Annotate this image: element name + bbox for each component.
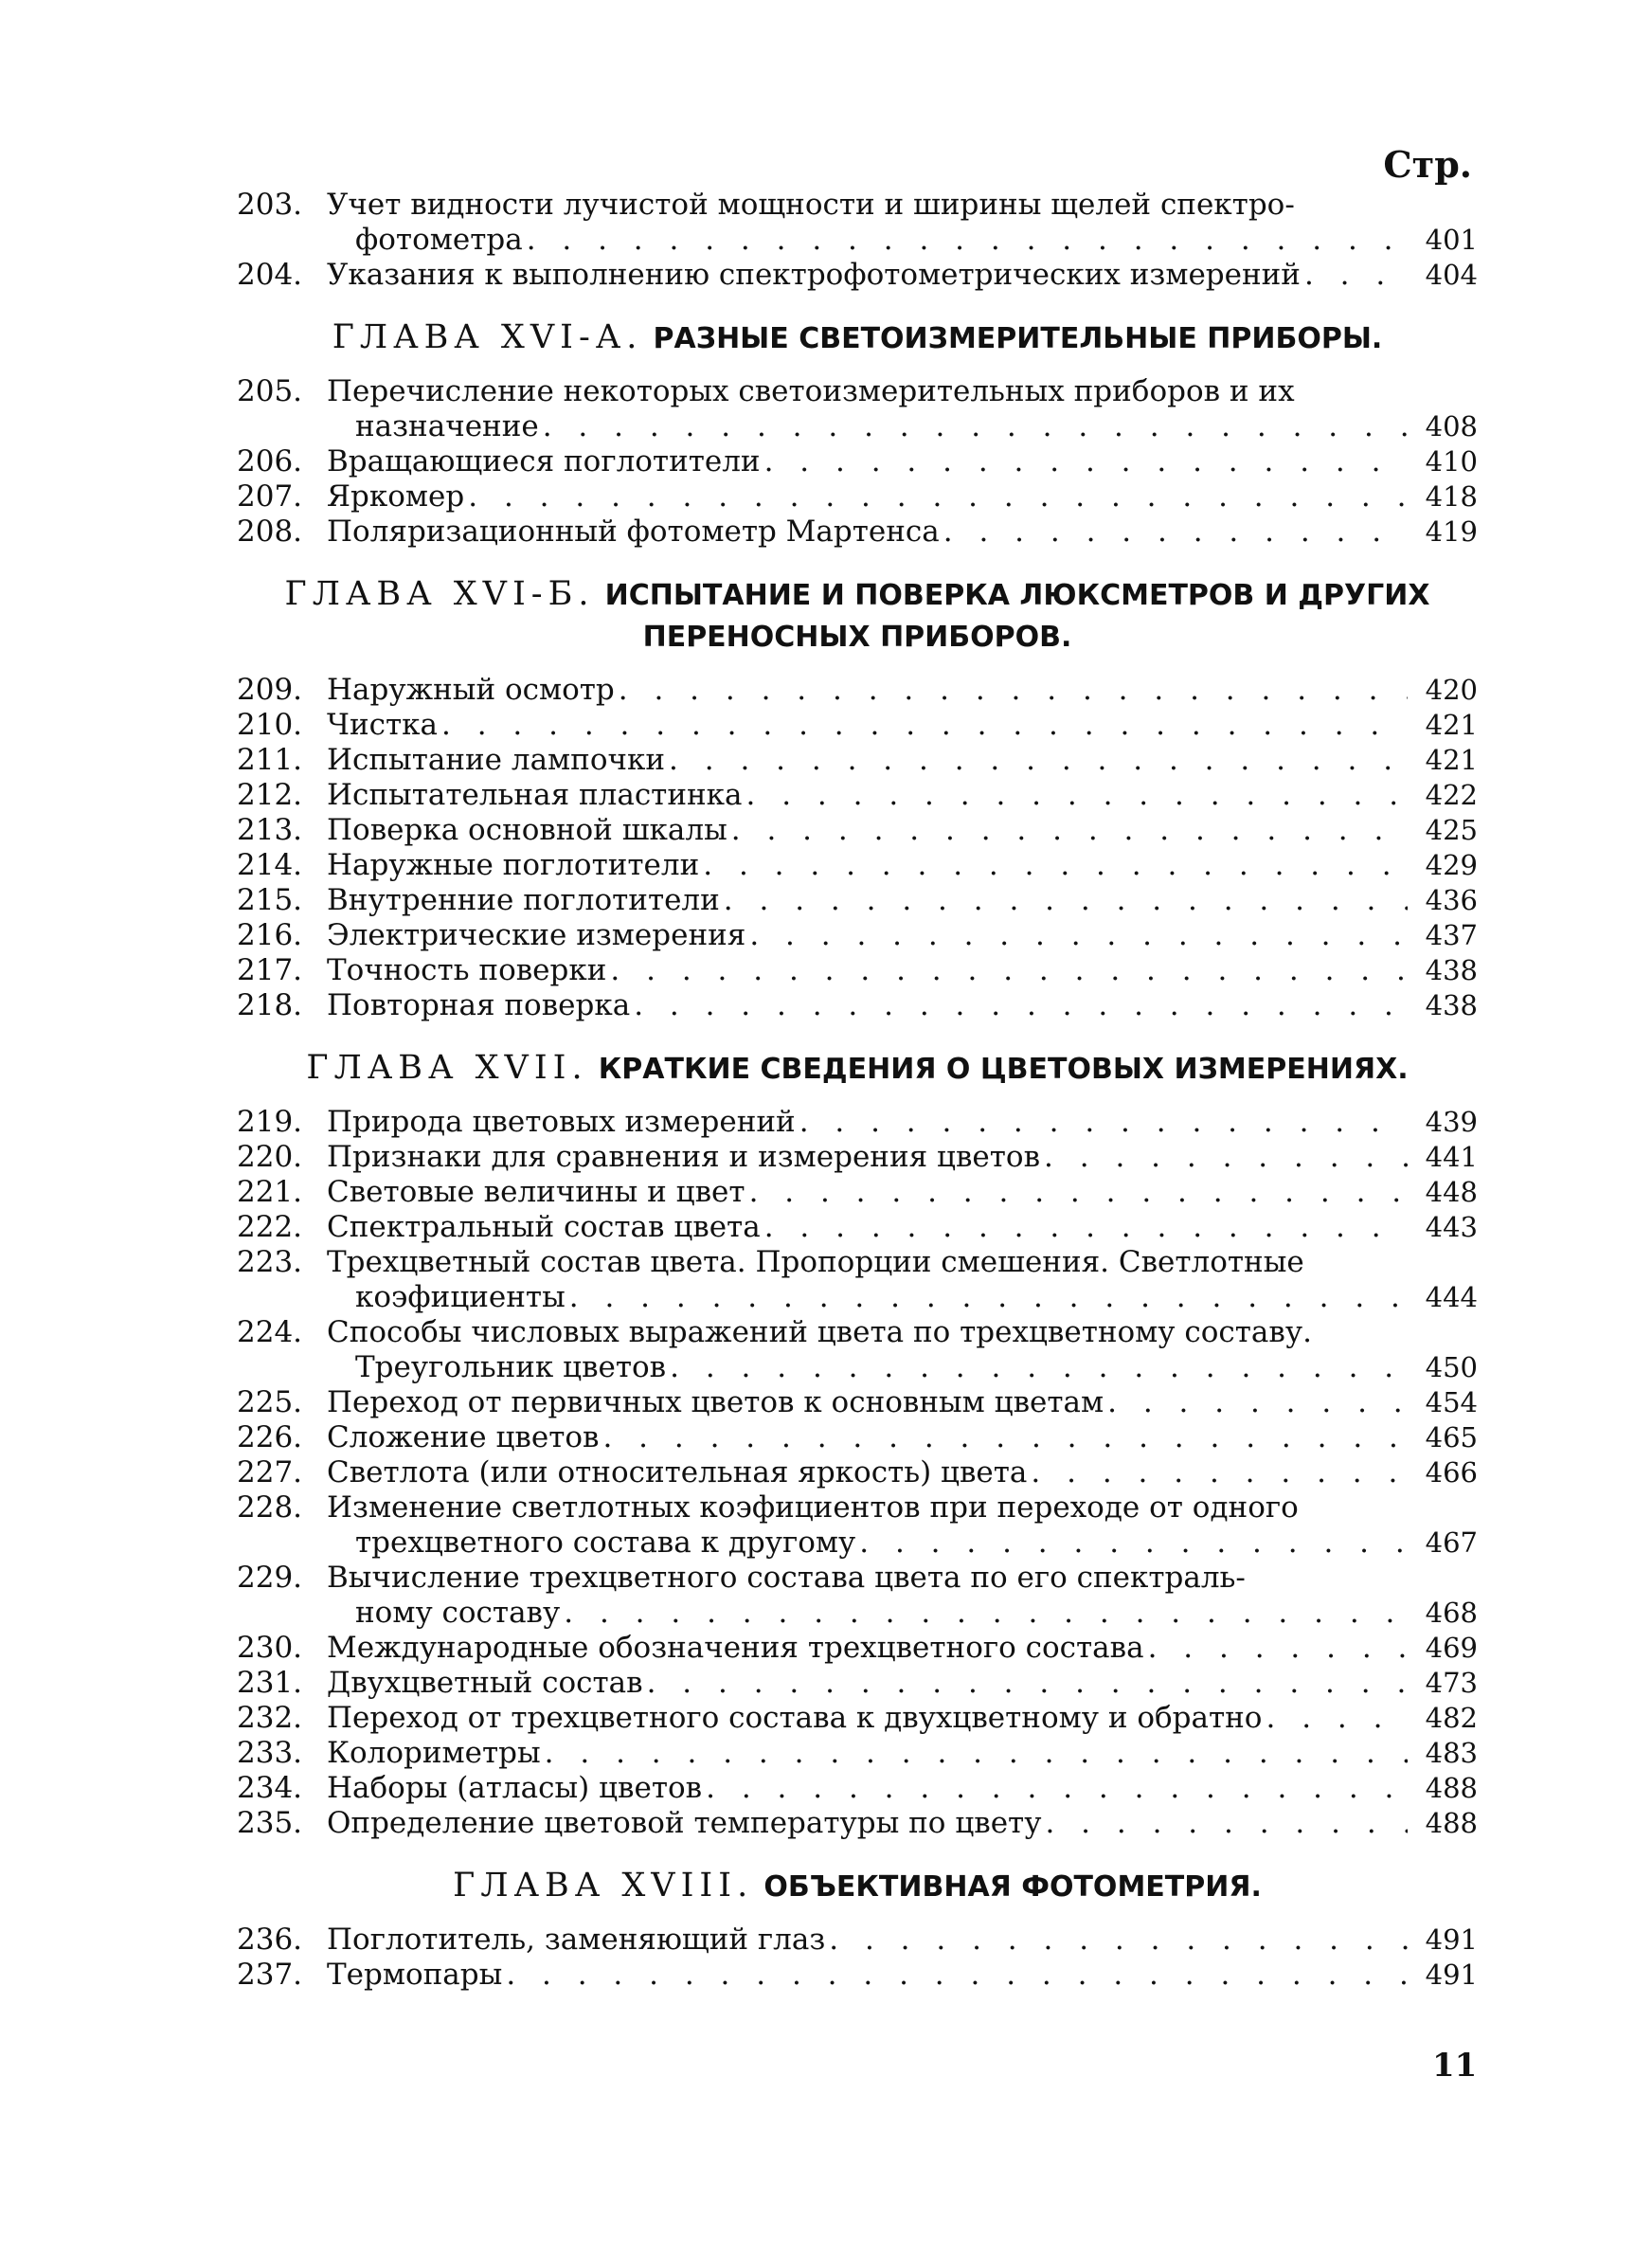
entry-number: 229. bbox=[237, 1561, 303, 1595]
entry-page: 437 bbox=[1425, 919, 1478, 951]
entry-title: Внутренние поглотители bbox=[327, 883, 720, 917]
entry-body bbox=[327, 708, 1478, 743]
entry-number: 223. bbox=[237, 1245, 303, 1279]
entry-number: 217. bbox=[237, 953, 303, 987]
entry-title: Термопары bbox=[327, 1958, 503, 1992]
entry-title: коэфициенты bbox=[355, 1280, 566, 1314]
entry-title: Наборы (атласы) цветов bbox=[327, 1771, 703, 1805]
entry-title-line bbox=[327, 1806, 1478, 1841]
page-column-header: Стр. bbox=[1383, 143, 1472, 186]
entry-body bbox=[327, 673, 1478, 708]
entry-body bbox=[327, 1923, 1478, 1958]
entry-title-line bbox=[327, 953, 1478, 988]
entry-page: 473 bbox=[1425, 1667, 1478, 1699]
dot-leader bbox=[670, 1350, 1408, 1385]
toc-section bbox=[237, 317, 1478, 550]
entry-page: 444 bbox=[1425, 1281, 1478, 1313]
chapter-heading bbox=[237, 1048, 1478, 1090]
entry-page: 439 bbox=[1425, 1106, 1478, 1138]
toc-entry bbox=[237, 1210, 1478, 1245]
entry-page: 468 bbox=[1425, 1597, 1478, 1629]
entry-page: 429 bbox=[1425, 849, 1478, 881]
dot-leader bbox=[1304, 258, 1408, 293]
entry-page: 491 bbox=[1425, 1923, 1478, 1956]
entry-title: Повторная поверка bbox=[327, 988, 631, 1022]
entry-title: Электрические измерения bbox=[327, 918, 746, 952]
entry-title: Поглотитель, заменяющий глаз bbox=[327, 1923, 826, 1957]
entry-title: Светлота (или относительная яркость) цвета bbox=[327, 1455, 1028, 1490]
entry-number: 213. bbox=[237, 813, 303, 847]
entry-title: Спектральный состав цвета bbox=[327, 1210, 761, 1244]
entry-body bbox=[327, 1701, 1478, 1736]
entry-title: Наружные поглотители bbox=[327, 848, 700, 882]
entry-number: 212. bbox=[237, 778, 303, 812]
entry-title: Международные обозначения трехцветного состава bbox=[327, 1631, 1144, 1665]
entry-title-line bbox=[327, 1771, 1478, 1806]
toc-entry bbox=[237, 1490, 1478, 1561]
toc-entry bbox=[237, 1140, 1478, 1175]
toc-entry bbox=[237, 778, 1478, 813]
entry-body bbox=[327, 1175, 1478, 1210]
entry-body bbox=[327, 813, 1478, 848]
chapter-title: ОБЪЕКТИВНАЯ ФОТОМЕТРИЯ. bbox=[763, 1870, 1262, 1904]
entry-page: 421 bbox=[1425, 709, 1478, 741]
entry-title-line bbox=[327, 1210, 1478, 1245]
entry-title-line bbox=[327, 479, 1478, 515]
toc-entry bbox=[237, 883, 1478, 918]
entry-number: 220. bbox=[237, 1140, 303, 1174]
dot-leader bbox=[543, 409, 1408, 444]
entry-title-line bbox=[327, 1526, 1478, 1561]
dot-leader bbox=[564, 1596, 1408, 1631]
entry-title-line bbox=[327, 1736, 1478, 1771]
entry-number: 233. bbox=[237, 1736, 303, 1770]
toc-entry bbox=[237, 515, 1478, 550]
entry-title-line bbox=[327, 708, 1478, 743]
entry-body bbox=[327, 1561, 1478, 1631]
entry-title: Определение цветовой температуры по цвету bbox=[327, 1806, 1042, 1840]
dot-leader bbox=[506, 1958, 1408, 1993]
entry-body bbox=[327, 1245, 1478, 1315]
entry-number: 226. bbox=[237, 1420, 303, 1454]
dot-leader bbox=[441, 708, 1408, 743]
toc-entry bbox=[237, 1105, 1478, 1140]
entry-title-line bbox=[327, 515, 1478, 550]
entry-page: 438 bbox=[1425, 989, 1478, 1021]
chapter-heading bbox=[237, 317, 1478, 359]
chapter-title: ИСПЫТАНИЕ И ПОВЕРКА ЛЮКСМЕТРОВ И ДРУГИХ bbox=[604, 579, 1430, 612]
entry-title: Колориметры bbox=[327, 1736, 541, 1770]
toc-entry bbox=[237, 988, 1478, 1023]
entry-title: трехцветного состава к другому bbox=[355, 1526, 856, 1560]
toc-entry bbox=[237, 258, 1478, 293]
entry-number: 236. bbox=[237, 1923, 303, 1957]
dot-leader bbox=[764, 444, 1408, 479]
entry-number: 232. bbox=[237, 1701, 303, 1735]
entry-body bbox=[327, 479, 1478, 515]
entry-number: 234. bbox=[237, 1771, 303, 1805]
entry-number: 224. bbox=[237, 1315, 303, 1349]
entry-body bbox=[327, 258, 1478, 293]
entry-title: Точность поверки bbox=[327, 953, 607, 987]
entry-body bbox=[327, 1210, 1478, 1245]
entry-title-line bbox=[327, 673, 1478, 708]
dot-leader bbox=[602, 1420, 1408, 1455]
dot-leader bbox=[1045, 1806, 1408, 1841]
entry-page: 491 bbox=[1425, 1959, 1478, 1991]
entry-page: 425 bbox=[1425, 814, 1478, 846]
entry-title-first-line: Вычисление трехцветного состава цвета по его спектраль- bbox=[327, 1561, 1246, 1595]
entry-number: 235. bbox=[237, 1806, 303, 1840]
entry-title: Испытательная пластинка bbox=[327, 778, 743, 812]
entry-body bbox=[327, 1666, 1478, 1701]
toc-entry bbox=[237, 953, 1478, 988]
chapter-title-continued: ПЕРЕНОСНЫХ ПРИБОРОВ. bbox=[642, 621, 1072, 654]
entry-title-line bbox=[327, 223, 1478, 258]
entry-body bbox=[327, 848, 1478, 883]
entry-body bbox=[327, 1631, 1478, 1666]
toc-entry bbox=[237, 1806, 1478, 1841]
entry-title-line bbox=[327, 1140, 1478, 1175]
entry-title: Указания к выполнению спектрофотометрических измерений bbox=[327, 258, 1301, 292]
entry-number: 214. bbox=[237, 848, 303, 882]
entry-title: Двухцветный состав bbox=[327, 1666, 643, 1700]
entry-page: 438 bbox=[1425, 954, 1478, 986]
entry-page: 436 bbox=[1425, 884, 1478, 916]
entry-number: 211. bbox=[237, 743, 303, 777]
toc-section bbox=[237, 1048, 1478, 1841]
toc-entry bbox=[237, 918, 1478, 953]
toc-entry bbox=[237, 374, 1478, 444]
entry-title: фотометра bbox=[355, 223, 523, 257]
entry-title: Вращающиеся поглотители bbox=[327, 444, 761, 478]
entry-title: Поляризационный фотометр Мартенса bbox=[327, 515, 940, 549]
toc-entry bbox=[237, 1420, 1478, 1455]
dot-leader bbox=[1148, 1631, 1408, 1666]
dot-leader bbox=[749, 1175, 1408, 1210]
entry-body bbox=[327, 444, 1478, 479]
entry-number: 210. bbox=[237, 708, 303, 742]
entry-title-line bbox=[327, 258, 1478, 293]
entry-body bbox=[327, 743, 1478, 778]
toc-entry bbox=[237, 1736, 1478, 1771]
toc-entry bbox=[237, 743, 1478, 778]
dot-leader bbox=[1044, 1140, 1408, 1175]
toc-entry bbox=[237, 673, 1478, 708]
entry-body bbox=[327, 1385, 1478, 1420]
entry-body bbox=[327, 1455, 1478, 1490]
entry-page: 420 bbox=[1425, 674, 1478, 706]
entry-number: 209. bbox=[237, 673, 303, 707]
dot-leader bbox=[569, 1280, 1408, 1315]
entry-page: 418 bbox=[1425, 480, 1478, 513]
entry-body bbox=[327, 188, 1478, 258]
entry-number: 230. bbox=[237, 1631, 303, 1665]
entry-list bbox=[237, 673, 1478, 1023]
dot-leader bbox=[731, 813, 1408, 848]
entry-title-line bbox=[327, 1631, 1478, 1666]
dot-leader bbox=[669, 743, 1408, 778]
entry-page: 401 bbox=[1425, 224, 1478, 256]
entry-title: Переход от трехцветного состава к двухцветному и обратно bbox=[327, 1701, 1263, 1735]
entry-page: 483 bbox=[1425, 1737, 1478, 1769]
entry-list bbox=[237, 1105, 1478, 1841]
entry-title-line bbox=[327, 743, 1478, 778]
entry-page: 408 bbox=[1425, 410, 1478, 442]
entry-number: 237. bbox=[237, 1958, 303, 1992]
entry-title: Признаки для сравнения и измерения цветов bbox=[327, 1140, 1041, 1174]
entry-page: 450 bbox=[1425, 1351, 1478, 1383]
entry-number: 205. bbox=[237, 374, 303, 408]
chapter-label: ГЛАВА XVI-Б. bbox=[284, 575, 595, 613]
entry-body bbox=[327, 1806, 1478, 1841]
toc-entry bbox=[237, 1666, 1478, 1701]
entry-title-first-line: Перечисление некоторых светоизмерительных приборов и их bbox=[327, 374, 1295, 408]
toc-entry bbox=[237, 1175, 1478, 1210]
entry-title: Яркомер bbox=[327, 479, 465, 514]
entry-title: Световые величины и цвет bbox=[327, 1175, 745, 1209]
dot-leader bbox=[647, 1666, 1408, 1701]
entry-title-line bbox=[327, 1923, 1478, 1958]
chapter-title: КРАТКИЕ СВЕДЕНИЯ О ЦВЕТОВЫХ ИЗМЕРЕНИЯХ. bbox=[598, 1053, 1409, 1086]
entry-page: 441 bbox=[1425, 1141, 1478, 1173]
entry-page: 410 bbox=[1425, 445, 1478, 478]
toc-entry bbox=[237, 188, 1478, 258]
entry-number: 215. bbox=[237, 883, 303, 917]
entry-page: 482 bbox=[1425, 1702, 1478, 1734]
entry-page: 488 bbox=[1425, 1807, 1478, 1839]
entry-title-line bbox=[327, 988, 1478, 1023]
entry-body bbox=[327, 883, 1478, 918]
toc-entry bbox=[237, 1315, 1478, 1385]
entry-page: 465 bbox=[1425, 1421, 1478, 1454]
toc-entry bbox=[237, 1701, 1478, 1736]
entry-page: 422 bbox=[1425, 779, 1478, 811]
dot-leader bbox=[468, 479, 1408, 515]
entry-page: 443 bbox=[1425, 1211, 1478, 1243]
dot-leader bbox=[943, 515, 1408, 550]
entry-body bbox=[327, 1736, 1478, 1771]
toc-entry bbox=[237, 1631, 1478, 1666]
entry-body bbox=[327, 953, 1478, 988]
dot-leader bbox=[703, 848, 1408, 883]
entry-number: 221. bbox=[237, 1175, 303, 1209]
toc-section bbox=[237, 574, 1478, 1023]
dot-leader bbox=[799, 1105, 1408, 1140]
entry-body bbox=[327, 1140, 1478, 1175]
entry-title-line bbox=[327, 1350, 1478, 1385]
entry-page: 454 bbox=[1425, 1386, 1478, 1418]
entry-page: 404 bbox=[1425, 259, 1478, 291]
entry-title-line bbox=[327, 1175, 1478, 1210]
page-number: 11 bbox=[1432, 2047, 1478, 2085]
entry-number: 219. bbox=[237, 1105, 303, 1139]
toc-entry bbox=[237, 1771, 1478, 1806]
entry-title-line bbox=[327, 1385, 1478, 1420]
entry-number: 203. bbox=[237, 188, 303, 222]
entry-body bbox=[327, 1958, 1478, 1993]
entry-number: 231. bbox=[237, 1666, 303, 1700]
entry-number: 218. bbox=[237, 988, 303, 1022]
dot-leader bbox=[1031, 1455, 1408, 1490]
entry-body bbox=[327, 918, 1478, 953]
entry-page: 467 bbox=[1425, 1526, 1478, 1559]
entry-title-line bbox=[327, 813, 1478, 848]
entry-title-line bbox=[327, 1666, 1478, 1701]
toc-entry bbox=[237, 1958, 1478, 1993]
entry-list bbox=[237, 1923, 1478, 1993]
entry-title-line bbox=[327, 409, 1478, 444]
entry-title-line bbox=[327, 1105, 1478, 1140]
dot-leader bbox=[749, 918, 1408, 953]
chapter-label: ГЛАВА XVIII. bbox=[453, 1867, 754, 1905]
dot-leader bbox=[545, 1736, 1408, 1771]
dot-leader bbox=[746, 778, 1408, 813]
dot-leader bbox=[724, 883, 1408, 918]
dot-leader bbox=[1107, 1385, 1408, 1420]
dot-leader bbox=[706, 1771, 1408, 1806]
entry-page: 448 bbox=[1425, 1176, 1478, 1208]
toc-entry bbox=[237, 1923, 1478, 1958]
entry-body bbox=[327, 1771, 1478, 1806]
table-of-contents bbox=[237, 188, 1478, 1993]
entry-title-first-line: Способы числовых выражений цвета по трехцветному составу. bbox=[327, 1315, 1312, 1349]
toc-page bbox=[237, 142, 1478, 1993]
toc-entry bbox=[237, 1385, 1478, 1420]
entry-title-line bbox=[327, 1280, 1478, 1315]
entry-body bbox=[327, 1105, 1478, 1140]
toc-entry bbox=[237, 813, 1478, 848]
dot-leader bbox=[527, 223, 1408, 258]
toc-entry bbox=[237, 444, 1478, 479]
entry-page: 419 bbox=[1425, 515, 1478, 548]
toc-entry bbox=[237, 708, 1478, 743]
entry-number: 222. bbox=[237, 1210, 303, 1244]
entry-number: 225. bbox=[237, 1385, 303, 1419]
entry-title: Чистка bbox=[327, 708, 438, 742]
dot-leader bbox=[610, 953, 1408, 988]
entry-title-line bbox=[327, 918, 1478, 953]
toc-entry bbox=[237, 479, 1478, 515]
dot-leader bbox=[619, 673, 1408, 708]
dot-leader bbox=[859, 1526, 1408, 1561]
entry-title: Поверка основной шкалы bbox=[327, 813, 727, 847]
entry-title-first-line: Изменение светлотных коэфициентов при переходе от одного bbox=[327, 1490, 1299, 1525]
entry-number: 227. bbox=[237, 1455, 303, 1490]
entry-title: Природа цветовых измерений bbox=[327, 1105, 796, 1139]
entry-title: назначение bbox=[355, 409, 539, 443]
toc-section bbox=[237, 1866, 1478, 1993]
entry-title-line bbox=[327, 1958, 1478, 1993]
entry-title-line bbox=[327, 883, 1478, 918]
toc-entry bbox=[237, 1455, 1478, 1490]
entry-title-line bbox=[327, 1701, 1478, 1736]
dot-leader bbox=[829, 1923, 1408, 1958]
entry-title: Испытание лампочки bbox=[327, 743, 666, 777]
entry-body bbox=[327, 515, 1478, 550]
entry-number: 207. bbox=[237, 479, 303, 514]
entry-title: Переход от первичных цветов к основным цветам bbox=[327, 1385, 1104, 1419]
entry-title-first-line: Учет видности лучистой мощности и ширины щелей спектро- bbox=[327, 188, 1295, 222]
entry-title: Наружный осмотр bbox=[327, 673, 615, 707]
entry-list bbox=[237, 374, 1478, 550]
toc-entry bbox=[237, 848, 1478, 883]
entry-title-line bbox=[327, 444, 1478, 479]
entry-page: 421 bbox=[1425, 744, 1478, 776]
chapter-label: ГЛАВА XVI-А. bbox=[332, 318, 643, 356]
entry-title-line bbox=[327, 848, 1478, 883]
entry-number: 208. bbox=[237, 515, 303, 549]
entry-title-line bbox=[327, 1420, 1478, 1455]
entry-title-line bbox=[327, 1455, 1478, 1490]
dot-leader bbox=[1266, 1701, 1408, 1736]
entry-number: 206. bbox=[237, 444, 303, 478]
entry-title: Треугольник цветов bbox=[355, 1350, 667, 1384]
entry-body bbox=[327, 1315, 1478, 1385]
entry-body bbox=[327, 778, 1478, 813]
dot-leader bbox=[634, 988, 1408, 1023]
entry-title-first-line: Трехцветный состав цвета. Пропорции смешения. Светлотные bbox=[327, 1245, 1304, 1279]
entry-title-line bbox=[327, 778, 1478, 813]
chapter-heading bbox=[237, 574, 1478, 658]
chapter-title: РАЗНЫЕ СВЕТОИЗМЕРИТЕЛЬНЫЕ ПРИБОРЫ. bbox=[653, 322, 1383, 355]
entry-page: 488 bbox=[1425, 1772, 1478, 1804]
entry-body bbox=[327, 1420, 1478, 1455]
entry-number: 204. bbox=[237, 258, 303, 292]
entry-title: ному составу bbox=[355, 1596, 561, 1630]
chapter-heading bbox=[237, 1866, 1478, 1907]
dot-leader bbox=[764, 1210, 1408, 1245]
entry-number: 216. bbox=[237, 918, 303, 952]
entry-title-line bbox=[327, 1596, 1478, 1631]
entry-page: 469 bbox=[1425, 1632, 1478, 1664]
entry-body bbox=[327, 374, 1478, 444]
entry-number: 228. bbox=[237, 1490, 303, 1525]
entry-body bbox=[327, 988, 1478, 1023]
entry-body bbox=[327, 1490, 1478, 1561]
entry-page: 466 bbox=[1425, 1456, 1478, 1489]
toc-entry bbox=[237, 1245, 1478, 1315]
chapter-label: ГЛАВА XVII. bbox=[306, 1049, 588, 1087]
toc-entry bbox=[237, 1561, 1478, 1631]
entry-list bbox=[237, 188, 1478, 293]
entry-title: Сложение цветов bbox=[327, 1420, 600, 1454]
toc-section bbox=[237, 188, 1478, 293]
